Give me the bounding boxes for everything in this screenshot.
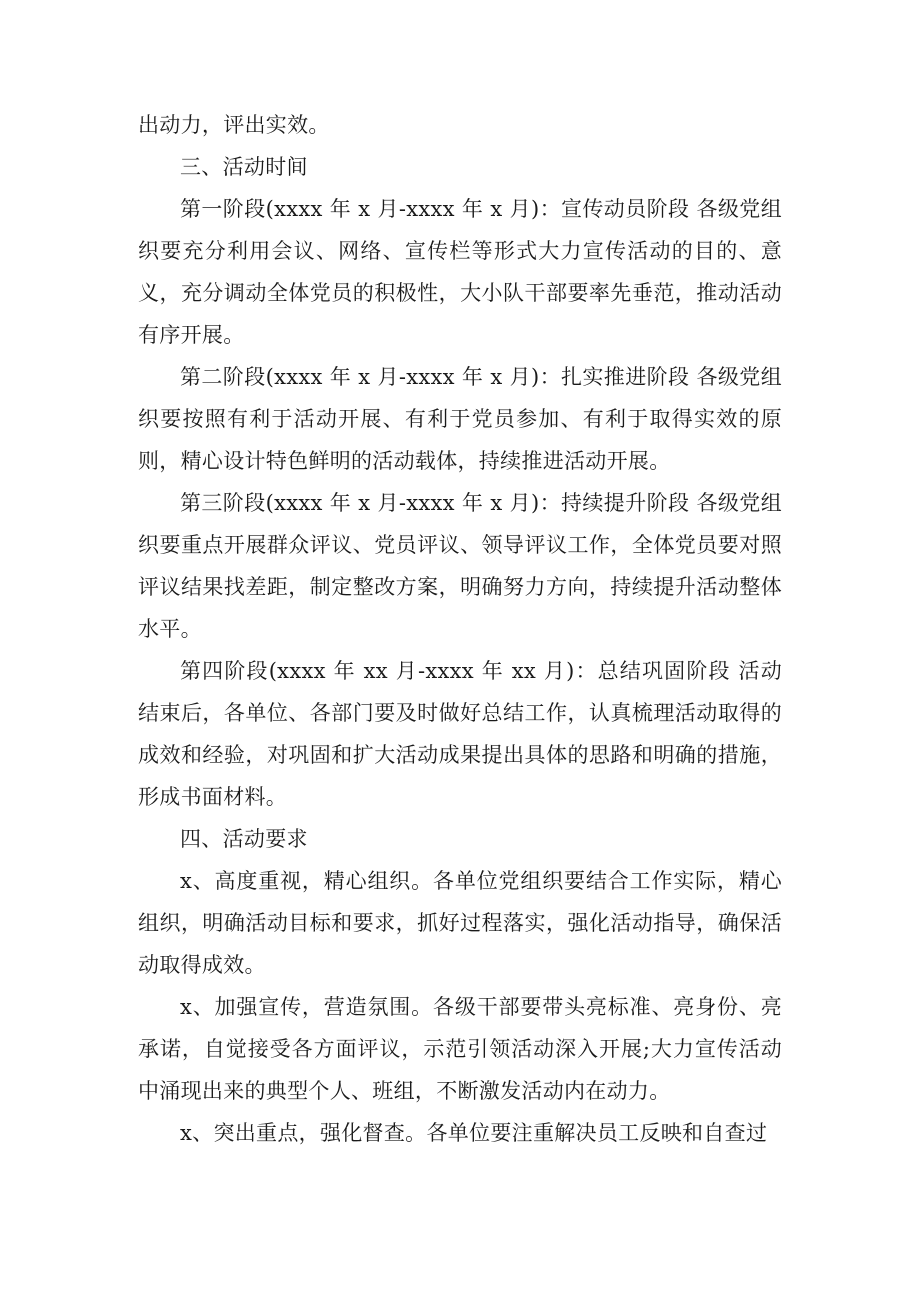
paragraph-stage-2: 第二阶段(xxxx 年 x 月-xxxx 年 x 月)：扎实推进阶段 各级党组织要按照有利于活动开展、有利于党员参加、有利于取得实效的原则，精心设计特色鲜明的活动载体，持续推进活动开展。 xyxy=(138,365,782,473)
document-body xyxy=(138,104,782,1154)
section-heading-requirements: 四、活动要求 xyxy=(180,827,308,851)
paragraph-stage-4: 第四阶段(xxxx 年 xx 月-xxxx 年 xx 月)：总结巩固阶段 活动结束后，各单位、各部门要及时做好总结工作，认真梳理活动取得的成效和经验，对巩固和扩大活动成果提出具体的思路和明确的措施，形成书面材料。 xyxy=(138,659,782,809)
paragraph-requirement-3: x、突出重点，强化督查。各单位要注重解决员工反映和自查过 xyxy=(180,1121,768,1145)
paragraph-intro-tail: 出动力，评出实效。 xyxy=(138,113,330,137)
paragraph-requirement-1: x、高度重视，精心组织。各单位党组织要结合工作实际，精心组织，明确活动目标和要求，抓好过程落实，强化活动指导，确保活动取得成效。 xyxy=(138,869,782,977)
paragraph-requirement-2: x、加强宣传，营造氛围。各级干部要带头亮标准、亮身份、亮承诺，自觉接受各方面评议，示范引领活动深入开展;大力宣传活动中涌现出来的典型个人、班组，不断激发活动内在动力。 xyxy=(138,995,782,1103)
section-heading-activity-time: 三、活动时间 xyxy=(180,155,308,179)
paragraph-stage-1: 第一阶段(xxxx 年 x 月-xxxx 年 x 月)：宣传动员阶段 各级党组织要充分利用会议、网络、宣传栏等形式大力宣传活动的目的、意义，充分调动全体党员的积极性，大小队干部要率先垂范，推动活动有序开展。 xyxy=(138,197,782,347)
paragraph-stage-3: 第三阶段(xxxx 年 x 月-xxxx 年 x 月)：持续提升阶段 各级党组织要重点开展群众评议、党员评议、领导评议工作，全体党员要对照评议结果找差距，制定整改方案，明确努力方向，持续提升活动整体水平。 xyxy=(138,491,782,641)
